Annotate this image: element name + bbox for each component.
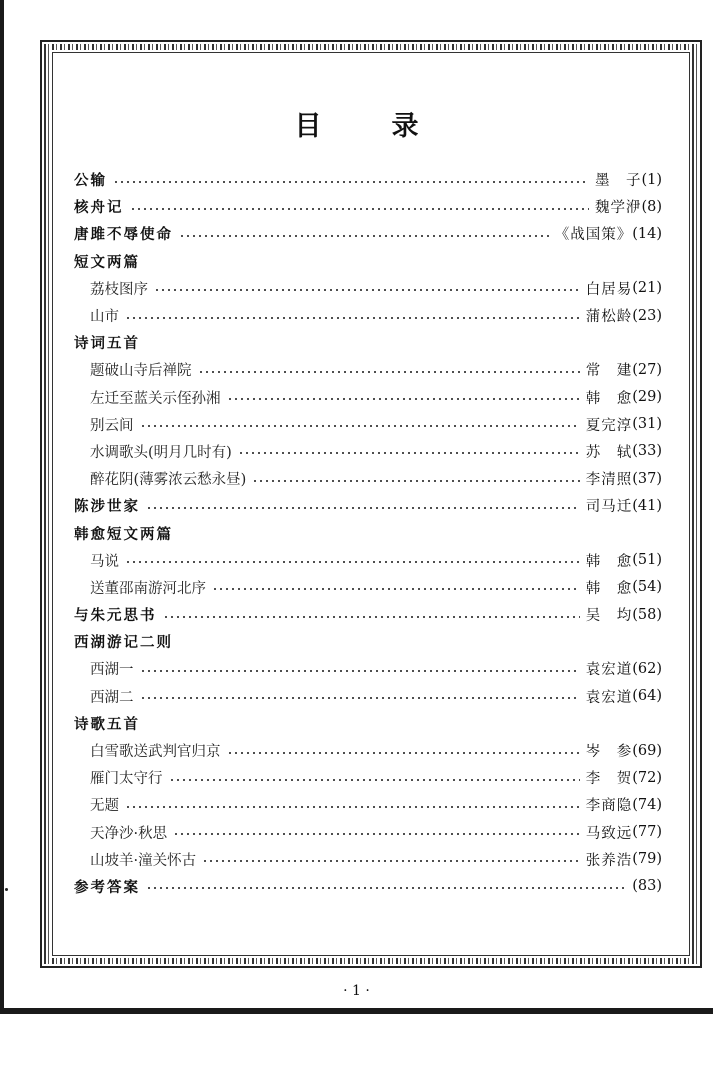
toc-entry-page: (83) (632, 878, 662, 895)
toc-entry-author: 袁宏道 (585, 662, 633, 679)
toc-entry-title: 西湖一 (90, 662, 134, 679)
toc-entry-page: (1) (641, 171, 662, 188)
toc-entry-page: (37) (632, 470, 662, 487)
dot-leader (227, 752, 580, 754)
toc-entry-author: 袁宏道 (585, 689, 633, 706)
toc-section-heading (74, 329, 662, 356)
toc-entry[interactable] (74, 873, 662, 900)
title-char-1: 目 (294, 111, 322, 142)
toc-entry-author: 吴 均 (585, 608, 633, 625)
dot-leader (125, 806, 580, 808)
dot-leader (252, 480, 579, 482)
dot-leader (146, 887, 626, 889)
page-edge-shadow (0, 1008, 713, 1014)
toc-entry-author: 韩 愈 (585, 580, 633, 597)
toc-entry-author: 韩 愈 (585, 553, 633, 570)
toc-entry[interactable] (74, 601, 662, 628)
dot-leader (146, 507, 580, 509)
dot-leader (179, 235, 549, 237)
toc-entry-author: 常 建 (585, 363, 633, 380)
toc-entry[interactable] (74, 438, 662, 465)
toc-entry-page: (33) (632, 443, 662, 460)
toc-entry-author: 韩 愈 (585, 390, 633, 407)
toc-entry-author: 夏完淳 (585, 417, 633, 434)
dot-leader (173, 833, 580, 835)
toc-entry-title: 山市 (90, 309, 119, 326)
toc-entry-title: 与朱元思书 (74, 607, 157, 625)
toc-section-heading (74, 248, 662, 275)
toc-entry-author: 李清照 (585, 472, 633, 489)
toc-entry-title: 送董邵南游河北序 (90, 580, 206, 597)
toc-entry[interactable] (74, 737, 662, 764)
toc-entry-title: 别云间 (90, 417, 134, 434)
dot-leader (113, 181, 589, 183)
toc-entry-author: 苏 轼 (585, 444, 633, 461)
toc-entry-title: 短文两篇 (74, 253, 140, 271)
toc-entry-title: 诗歌五首 (74, 715, 140, 733)
toc-entry-author: 《战国策》 (554, 227, 633, 244)
toc-entry-page: (77) (632, 824, 662, 841)
toc-entry-title: 西湖游记二则 (74, 634, 173, 652)
toc-entry-title: 西湖二 (90, 689, 134, 706)
toc-entry-title: 醉花阴(薄雾浓云愁永昼) (90, 472, 247, 489)
toc-entry[interactable] (74, 411, 662, 438)
toc-entry-title: 白雪歌送武判官归京 (90, 744, 221, 761)
toc-section-heading (74, 519, 662, 546)
toc-entry[interactable] (74, 193, 662, 220)
toc-entry-author: 李 贺 (585, 771, 633, 788)
toc-entry-title: 公输 (74, 172, 107, 190)
toc-entry-title: 参考答案 (74, 878, 140, 896)
page-number: · 1 · (343, 983, 370, 999)
toc-entry[interactable] (74, 791, 662, 818)
dot-leader (212, 588, 580, 590)
dot-leader (130, 208, 589, 210)
toc-entry-page: (14) (632, 225, 662, 242)
book-spine-shadow (0, 0, 4, 1010)
dot-leader (140, 697, 580, 699)
toc-entry[interactable] (74, 574, 662, 601)
toc-entry-author: 张养浩 (585, 852, 633, 869)
dot-leader (140, 670, 580, 672)
toc-entry[interactable] (74, 166, 662, 193)
toc-entry-page: (51) (632, 552, 662, 569)
toc-entry-page: (62) (632, 660, 662, 677)
dot-leader (140, 425, 580, 427)
toc-entry-title: 水调歌头(明月几时有) (90, 444, 232, 461)
spine-mark (5, 888, 8, 891)
toc-entry[interactable] (74, 846, 662, 873)
toc-entry-page: (23) (632, 307, 662, 324)
dot-leader (163, 616, 580, 618)
toc-entry[interactable] (74, 384, 662, 411)
toc-entry-title: 题破山寺后禅院 (90, 363, 192, 380)
dot-leader (227, 398, 580, 400)
toc-entry-title: 马说 (90, 553, 119, 570)
dot-leader (238, 452, 580, 454)
toc-entry-title: 山坡羊·潼关怀古 (90, 852, 197, 869)
toc-entry[interactable] (74, 683, 662, 710)
toc-entry-page: (74) (632, 796, 662, 813)
toc-entry-title: 荔枝图序 (90, 281, 148, 298)
toc-entry[interactable] (74, 547, 662, 574)
toc-entry-title: 核舟记 (74, 199, 124, 217)
toc-entry-author: 岑 参 (585, 744, 633, 761)
toc-entry[interactable] (74, 220, 662, 247)
toc-entry-page: (79) (632, 851, 662, 868)
toc-entry-page: (69) (632, 742, 662, 759)
title-char-2: 录 (391, 111, 419, 142)
dot-leader (169, 779, 580, 781)
toc-entry-page: (58) (632, 606, 662, 623)
toc-section-heading (74, 710, 662, 737)
toc-entry[interactable] (74, 764, 662, 791)
toc-entry-page: (31) (632, 416, 662, 433)
toc-entry[interactable] (74, 655, 662, 682)
toc-entry[interactable] (74, 465, 662, 492)
toc-entry-title: 天净沙·秋思 (90, 825, 168, 842)
toc-entry-page: (27) (632, 361, 662, 378)
toc-entry-author: 白居易 (585, 281, 633, 298)
dot-leader (125, 561, 580, 563)
dot-leader (198, 371, 580, 373)
toc-entry-page: (64) (632, 688, 662, 705)
toc-entry-title: 唐雎不辱使命 (74, 226, 173, 244)
toc-entry-title: 无题 (90, 798, 119, 815)
toc-entry-author: 马致远 (585, 825, 633, 842)
toc-entry-title: 左迁至蓝关示侄孙湘 (90, 390, 221, 407)
toc-entry[interactable] (74, 302, 662, 329)
page-title (0, 104, 713, 143)
toc-entry-page: (8) (641, 198, 662, 215)
toc-entry-page: (21) (632, 280, 662, 297)
toc-entry-author: 墨 子 (594, 173, 642, 190)
dot-leader (125, 317, 580, 319)
toc-entry-title: 陈涉世家 (74, 498, 140, 516)
toc-entry[interactable] (74, 492, 662, 519)
toc-entry-page: (54) (632, 579, 662, 596)
toc-entry-page: (72) (632, 769, 662, 786)
toc-entry[interactable] (74, 819, 662, 846)
toc-entry-title: 雁门太守行 (90, 771, 163, 788)
toc-entry-author: 李商隐 (585, 798, 633, 815)
toc-entry-author: 蒲松龄 (585, 309, 633, 326)
toc-entry-author: 司马迁 (585, 499, 633, 516)
toc-entry-page: (41) (632, 497, 662, 514)
dot-leader (154, 289, 580, 291)
toc-entry[interactable] (74, 356, 662, 383)
toc-entry[interactable] (74, 275, 662, 302)
toc-entry-title: 诗词五首 (74, 335, 140, 353)
dot-leader (202, 860, 580, 862)
toc-entry-title: 韩愈短文两篇 (74, 525, 173, 543)
toc-entry-author: 魏学洢 (594, 200, 642, 217)
toc-entry-page: (29) (632, 389, 662, 406)
table-of-contents (74, 166, 662, 900)
toc-section-heading (74, 628, 662, 655)
